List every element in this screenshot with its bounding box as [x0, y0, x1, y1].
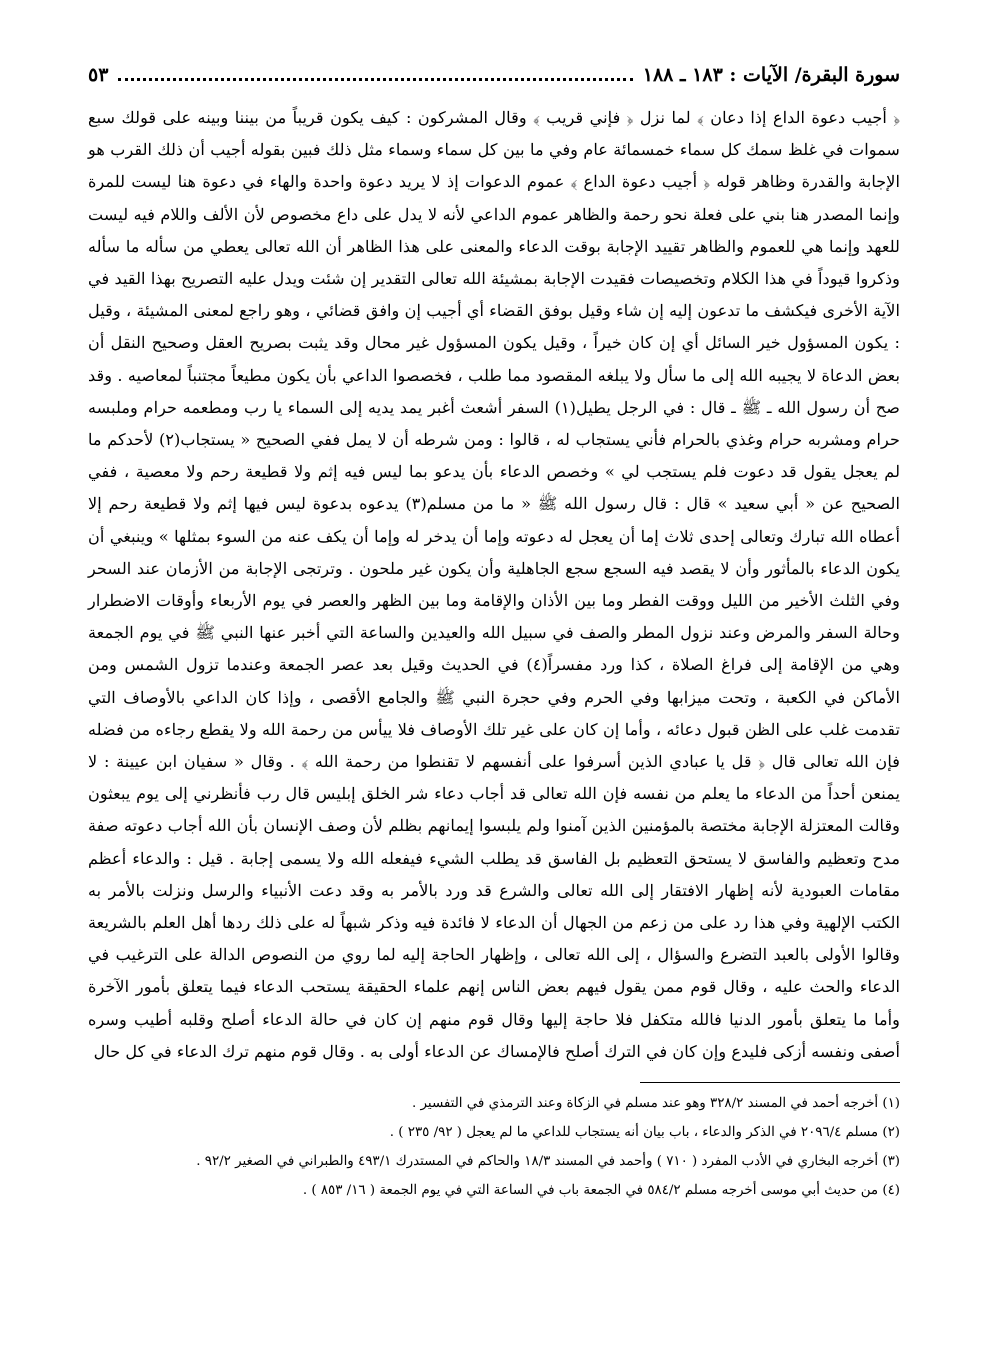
page-number: ٥٣: [88, 64, 109, 86]
footnote-1: (١) أخرجه أحمد في المسند ٣٢٨/٢ وهو عند مسلم في الزكاة وعند الترمذي في التفسير .: [412, 1096, 900, 1112]
footnote-4: (٤) من حديث أبي موسى أخرجه مسلم ٥٨٤/٢ في الجمعة باب في الساعة التي في يوم الجمعة ( ١٦/ ٨٥٣ ) .: [302, 1183, 900, 1199]
footnote-2: (٢) مسلم ٢٠٩٦/٤ في الذكر والدعاء ، باب بيان أنه يستجاب للداعي ما لم يعجل ( ٩٢/ ٢٣٥ ) .: [389, 1125, 900, 1141]
footnote-rule: [640, 1082, 900, 1083]
chapter-title: سورة البقرة/ الآيات : ١٨٣ ـ ١٨٨: [642, 64, 900, 86]
footnote-3: (٣) أخرجه البخاري في الأدب المفرد ( ٧١٠ ) وأحمد في المسند ١٨/٣ والحاكم في المستدرك ٤٩٣/١ والطبراني في الصغير ٩٢/٢ .: [196, 1154, 900, 1170]
footnotes: [88, 1082, 900, 1205]
main-text: ﴿ أجيب دعوة الداع إذا دعان ﴾ لما نزل ﴿ فإني قريب ﴾ وقال المشركون : كيف يكون قريباً من بيننا وبينه على قولك سبع سموات في غلظ سمك كل سماء خمسمائة عام وفي ما بين كل سماء وسماء مثل ذلك فبين بقوله أجيب أن ذلك القرب هو الإجابة والقدرة وظاهر قوله ﴿ أجيب دعوة الداع ﴾ عموم الدعوات إذ لا يريد دعوة واحدة والهاء في دعوة هنا ليست للمرة وإنما المصدر هنا بني على فعلة نحو رحمة والظاهر عموم الداعي لأنه لا يدل على داع مخصوص لأن الألف واللام فيه ليست للعهد وإنما هي للعموم والظاهر تقييد الإجابة بوقت الدعاء والمعنى على هذا الظاهر أن الله تعالى يعطي من سأله ما سأله وذكروا قيوداً في هذا الكلام وتخصيصات فقيدت الإجابة بمشيئة الله تعالى التقدير إن شئت ويدل عليه التصريح بهذا القيد في الآية الأخرى فيكشف ما تدعون إليه إن شاء وقيل بوفق القضاء أي أجيب إن وافق قضائي ، وهو راجع لمعنى المشيئة ، وقيل : يكون المسؤول خير السائل أي إن كان خيراً ، وقيل يكون المسؤول غير محال وقد يثبت بصريح العقل وصحيح النقل أن بعض الدعاة لا يجيبه الله إلى ما سأل ولا يبلغه المقصود مما طلب ، فخصصوا الداعي بأن يكون مطيعاً مجتنباً لمعاصيه . وقد صح أن رسول الله ـ ﷺ ـ قال : في الرجل يطيل(١) السفر أشعث أغبر يمد يديه إلى السماء يا رب ومطعمه حرام وملبسه حرام ومشربه حرام وغذي بالحرام فأني يستجاب له ، قالوا : ومن شرطه أن لا يمل ففي الصحيح « يستجاب(٢) لأحدكم ما لم يعجل يقول قد دعوت فلم يستجب لي » وخصص الدعاء بأن يدعو بما ليس فيه إثم ولا قطيعة رحم ولا معصية ، ففي الصحيح عن « أبي سعيد » قال : قال رسول الله ﷺ « ما من مسلم(٣) يدعوه بدعوة ليس فيها إثم ولا قطيعة رحم إلا أعطاه الله تبارك وتعالى إحدى ثلاث إما أن يعجل له دعوته وإما أن يدخر له وإما أن يكف عنه من السوء بمثلها » وينبغي أن يكون الدعاء بالمأثور وأن لا يقصد فيه السجع سجع الجاهلية وأن يكون غير ملحون . وترتجى الإجابة من الأزمان عند السحر وفي الثلث الأخير من الليل ووقت الفطر وما بين الأذان والإقامة وما بين الظهر والعصر في يوم الأربعاء وأوقات الاضطرار وحالة السفر والمرض وعند نزول المطر والصف في سبيل الله والعيدين والساعة التي أخبر عنها النبي ﷺ في يوم الجمعة وهي من الإقامة إلى فراغ الصلاة ، كذا ورد مفسراً(٤) في الحديث وقيل بعد عصر الجمعة وعندما تزول الشمس ومن الأماكن في الكعبة ، وتحت ميزابها وفي الحرم وفي حجرة النبي ﷺ والجامع الأقصى ، وإذا كان الداعي بالأوصاف التي تقدمت غلب على الظن قبول دعائه ، وأما إن كان على غير تلك الأوصاف فلا ييأس من رحمة الله ولا يقطع رجاءه من فضله فإن الله تعالى قال ﴿ قل يا عبادي الذين أسرفوا على أنفسهم لا تقنطوا من رحمة الله ﴾ . وقال « سفيان ابن عيينة : لا يمنعن أحداً من الدعاء ما يعلم من نفسه فإن الله تعالى قد أجاب دعاء شر الخلق إبليس قال رب فأنظرني إلى يوم يبعثون وقالت المعتزلة الإجابة مختصة بالمؤمنين الذين آمنوا ولم يلبسوا إيمانهم بظلم لأن وصف الإنسان بأن الله أجاب دعوته صفة مدح وتعظيم والفاسق لا يستحق التعظيم بل الفاسق قد يطلب الشيء فيفعله الله ولا يسمى إجابة . قيل : والدعاء أعظم مقامات العبودية لأنه إظهار الافتقار إلى الله تعالى والشرع قد ورد بالأمر به وقد دعت الأنبياء والرسل ونزلت بالأمر به الكتب الإلهية وفي هذا رد على من زعم من الجهال أن الدعاء لا فائدة فيه وذكر شبهاً له على ذلك ردها أهل العلم بالشريعة وقالوا الأولى بالعبد التضرع والسؤال ، إلى الله تعالى ، وإظهار الحاجة إليه لما روي من النصوص الدالة على الترغيب في الدعاء والحث عليه ، وقال قوم ممن يقول فيهم بعض الناس إنهم علماء الحقيقة يستحب الدعاء فيما يتعلق بأمور الآخرة وأما ما يتعلق بأمور الدنيا فالله متكفل فلا حاجة إليها وقال قوم منهم إن كان في حالة الدعاء أصلح وقلبه أطيب وسره أصفى ونفسه أزكى فليدع وإن كان في الترك أصلح فالإمساك عن الدعاء أولى به . وقال قوم منهم ترك الدعاء في كل حال: [88, 108, 900, 1061]
running-head: [88, 58, 900, 92]
header-dot-leader: [118, 78, 632, 81]
